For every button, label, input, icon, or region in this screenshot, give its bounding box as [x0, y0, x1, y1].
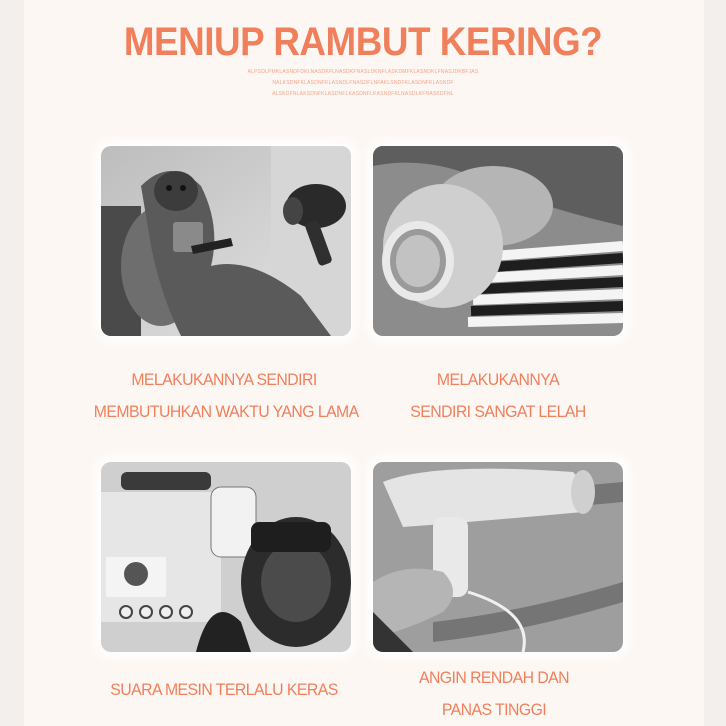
subtitle-line: ALPSDLPMKLASNDFDKLNASDKFLNASDKFNASLDKNFLASKDMFKLASNDKLFNASJDKBFJAS — [247, 69, 479, 75]
subtitle-line: NALKSDNFKLASDNFKLASNDLFNASDFLNFAKLSNDFKLASDNFKLASNDF — [272, 80, 454, 86]
caption-line: MEMBUTUHKAN WAKTU YANG LAMA — [93, 402, 359, 421]
caption-line: SENDIRI SANGAT LELAH — [410, 402, 586, 421]
photo-grooming-machine — [101, 462, 351, 652]
subtitle-line: ALSKDFNLAKSDNFKLASDNFLKASDNFLKASNDFKLNASDLKFNASKDFNL — [272, 91, 454, 97]
caption-line: MELAKUKANNYA SENDIRI — [131, 370, 317, 389]
photo-dog-blow-dry — [101, 146, 351, 336]
photo-dryer-on-fur — [373, 146, 623, 336]
caption-line: MELAKUKANNYA — [436, 370, 560, 389]
dog-grooming-image — [101, 146, 351, 336]
photo-hand-dryer — [373, 462, 623, 652]
hand-dryer-image — [373, 462, 623, 652]
machine-image — [101, 462, 351, 652]
page-title: MENIUP RAMBUT KERING? — [123, 20, 603, 64]
caption-line: SUARA MESIN TERLALU KERAS — [110, 680, 338, 699]
dryer-fur-image — [373, 146, 623, 336]
caption-line: PANAS TINGGI — [441, 700, 547, 719]
caption-line: ANGIN RENDAH DAN — [418, 668, 570, 687]
